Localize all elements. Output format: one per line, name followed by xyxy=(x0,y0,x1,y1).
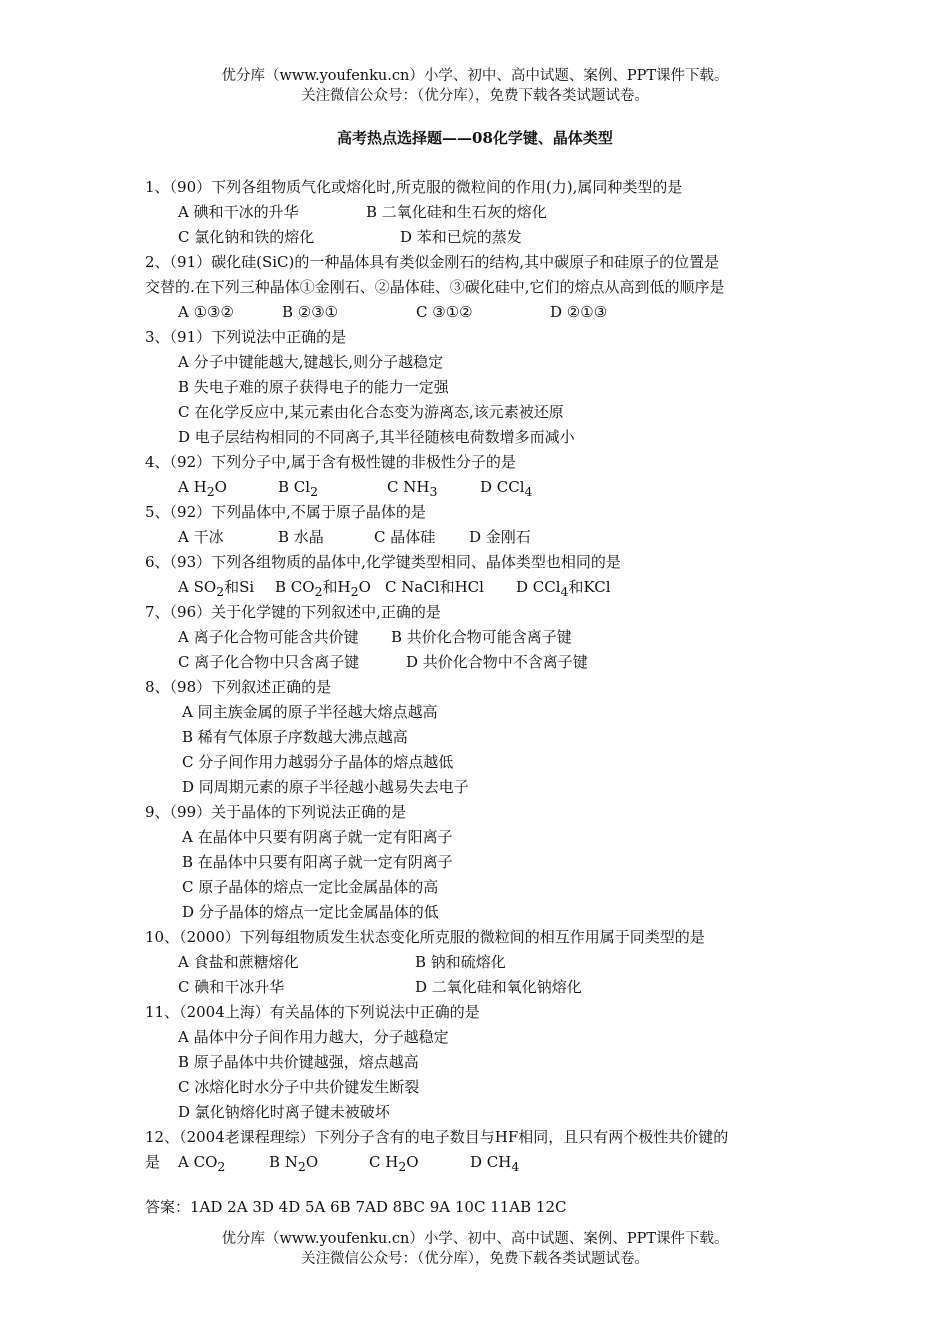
q6-options xyxy=(145,575,825,600)
question-list xyxy=(145,175,825,1175)
q10-option-c: C 碘和干冰升华 xyxy=(178,978,285,996)
q4-option-c: C $NH_3$ xyxy=(387,478,438,499)
q5-option-a: A 干冰 xyxy=(178,528,224,546)
q1-stem: 1、（90）下列各组物质气化或熔化时,所克服的微粒间的作用(力),属同种类型的是 xyxy=(145,178,683,196)
q8-stem: 8、（98）下列叙述正确的是 xyxy=(145,678,332,696)
q10-options-row-1 xyxy=(145,950,825,975)
q3-option-b: B 失电子难的原子获得电子的能力一定强 xyxy=(178,378,449,396)
q2-option-c: C ③①② xyxy=(416,303,473,321)
q6-stem: 6、（93）下列各组物质的晶体中,化学键类型相同、晶体类型也相同的是 xyxy=(145,553,621,571)
q2-options xyxy=(145,300,825,325)
q9-option-b: B 在晶体中只要有阳离子就一定有阴离子 xyxy=(182,853,453,871)
q10-stem: 10、（2000）下列每组物质发生状态变化所克服的微粒间的相互作用属于同类型的是 xyxy=(145,928,705,946)
q4-option-b: B $Cl_2$ xyxy=(278,478,319,499)
q8-option-b: B 稀有气体原子序数越大沸点越高 xyxy=(182,728,408,746)
q12-option-a: A $CO_2$ xyxy=(178,1153,226,1174)
q11-option-c: C 冰熔化时水分子中共价键发生断裂 xyxy=(178,1078,420,1096)
q9-option-d: D 分子晶体的熔点一定比金属晶体的低 xyxy=(182,903,439,921)
q6-option-d: D CCl$_4$和KCl xyxy=(516,578,611,599)
answer-key: 答案：1AD 2A 3D 4D 5A 6B 7AD 8BC 9A 10C 11AB 12C xyxy=(145,1198,567,1216)
q4-options xyxy=(145,475,825,500)
q12-options xyxy=(145,1150,825,1175)
q7-stem: 7、（96）关于化学键的下列叙述中,正确的是 xyxy=(145,603,441,621)
q5-option-b: B 水晶 xyxy=(278,528,324,546)
q6-option-b: B $CO_2$和$H_2O$ xyxy=(275,578,371,599)
q3-option-c: C 在化学反应中,某元素由化合态变为游离态,该元素被还原 xyxy=(178,403,564,421)
q1-option-b: B 二氧化硅和生石灰的熔化 xyxy=(366,203,547,221)
q9-option-a: A 在晶体中只要有阴离子就一定有阳离子 xyxy=(182,828,453,846)
footer-line-1: 优分库（www.youfenku.cn）小学、初中、高中试题、案例、PPT课件下载。 xyxy=(221,1231,729,1247)
q1-option-c: C 氯化钠和铁的熔化 xyxy=(178,228,315,246)
q1-options-row-1 xyxy=(145,200,825,225)
q4-stem: 4、（92）下列分子中,属于含有极性键的非极性分子的是 xyxy=(145,453,516,471)
q2-option-d: D ②①③ xyxy=(550,303,608,321)
q7-option-a: A 离子化合物可能含共价键 xyxy=(178,628,359,646)
q2-stem-1: 2、（91）碳化硅(SiC)的一种晶体具有类似金刚石的结构,其中碳原子和硅原子的位置是 xyxy=(145,253,720,271)
q9-stem: 9、（99）关于晶体的下列说法正确的是 xyxy=(145,803,407,821)
q11-option-d: D 氯化钠熔化时离子键未被破坏 xyxy=(178,1103,390,1121)
q12-stem-end: 是 xyxy=(145,1153,161,1171)
q3-stem: 3、（91）下列说法中正确的是 xyxy=(145,328,347,346)
q2-option-a: A ①③② xyxy=(178,303,234,321)
q5-option-c: C 晶体硅 xyxy=(374,528,436,546)
q1-option-a: A 碘和干冰的升华 xyxy=(178,203,299,221)
q5-option-d: D 金刚石 xyxy=(469,528,531,546)
q5-options xyxy=(145,525,825,550)
q4-option-a: A $H_2O$ xyxy=(178,478,227,499)
q7-options-row-2 xyxy=(145,650,825,675)
q1-options-row-2 xyxy=(145,225,825,250)
header-line-1: 优分库（www.youfenku.cn）小学、初中、高中试题、案例、PPT课件下载。 xyxy=(221,68,729,84)
q12-option-c: C $H_2O$ xyxy=(369,1153,419,1174)
header-line-2: 关注微信公众号：（优分库），免费下载各类试题试卷。 xyxy=(301,88,649,104)
q6-option-a: A $SO_2$和Si xyxy=(178,578,255,599)
q2-stem-2: 交替的.在下列三种晶体①金刚石、②晶体硅、③碳化硅中,它们的熔点从高到低的顺序是 xyxy=(145,278,725,296)
q4-option-d: D CCl$_4$ xyxy=(480,478,533,499)
q12-option-d: D $CH_4$ xyxy=(470,1153,520,1174)
q2-option-b: B ②③① xyxy=(282,303,339,321)
q6-option-c: C NaCl和HCl xyxy=(385,578,484,596)
q1-option-d: D 苯和已烷的蒸发 xyxy=(400,228,522,246)
q9-option-c: C 原子晶体的熔点一定比金属晶体的高 xyxy=(182,878,439,896)
q12-stem: 12、（2004老课程理综）下列分子含有的电子数目与HF相同，且只有两个极性共价键的 xyxy=(145,1128,729,1146)
q11-stem: 11、（2004上海）有关晶体的下列说法中正确的是 xyxy=(145,1003,480,1021)
q10-option-a: A 食盐和蔗糖熔化 xyxy=(178,953,299,971)
q8-option-a: A 同主族金属的原子半径越大熔点越高 xyxy=(182,703,438,721)
q11-option-b: B 原子晶体中共价键越强，熔点越高 xyxy=(178,1053,419,1071)
q7-option-d: D 共价化合物中不含离子键 xyxy=(406,653,588,671)
footer-line-2: 关注微信公众号：（优分库），免费下载各类试题试卷。 xyxy=(301,1251,649,1267)
q12-option-b: B $N_2O$ xyxy=(269,1153,319,1174)
q3-option-a: A 分子中键能越大,键越长,则分子越稳定 xyxy=(178,353,444,371)
q7-option-b: B 共价化合物可能含离子键 xyxy=(391,628,572,646)
q3-option-d: D 电子层结构相同的不同离子,其半径随核电荷数增多而减小 xyxy=(178,428,575,446)
q8-option-d: D 同周期元素的原子半径越小越易失去电子 xyxy=(182,778,469,796)
q8-option-c: C 分子间作用力越弱分子晶体的熔点越低 xyxy=(182,753,454,771)
q11-option-a: A 晶体中分子间作用力越大，分子越稳定 xyxy=(178,1028,449,1046)
q10-option-b: B 钠和硫熔化 xyxy=(415,953,506,971)
q7-options-row-1 xyxy=(145,625,825,650)
q10-options-row-2 xyxy=(145,975,825,1000)
page-title: 高考热点选择题——08化学键、晶体类型 xyxy=(337,129,613,147)
q10-option-d: D 二氧化硅和氧化钠熔化 xyxy=(415,978,582,996)
q5-stem: 5、（92）下列晶体中,不属于原子晶体的是 xyxy=(145,503,426,521)
q7-option-c: C 离子化合物中只含离子键 xyxy=(178,653,360,671)
